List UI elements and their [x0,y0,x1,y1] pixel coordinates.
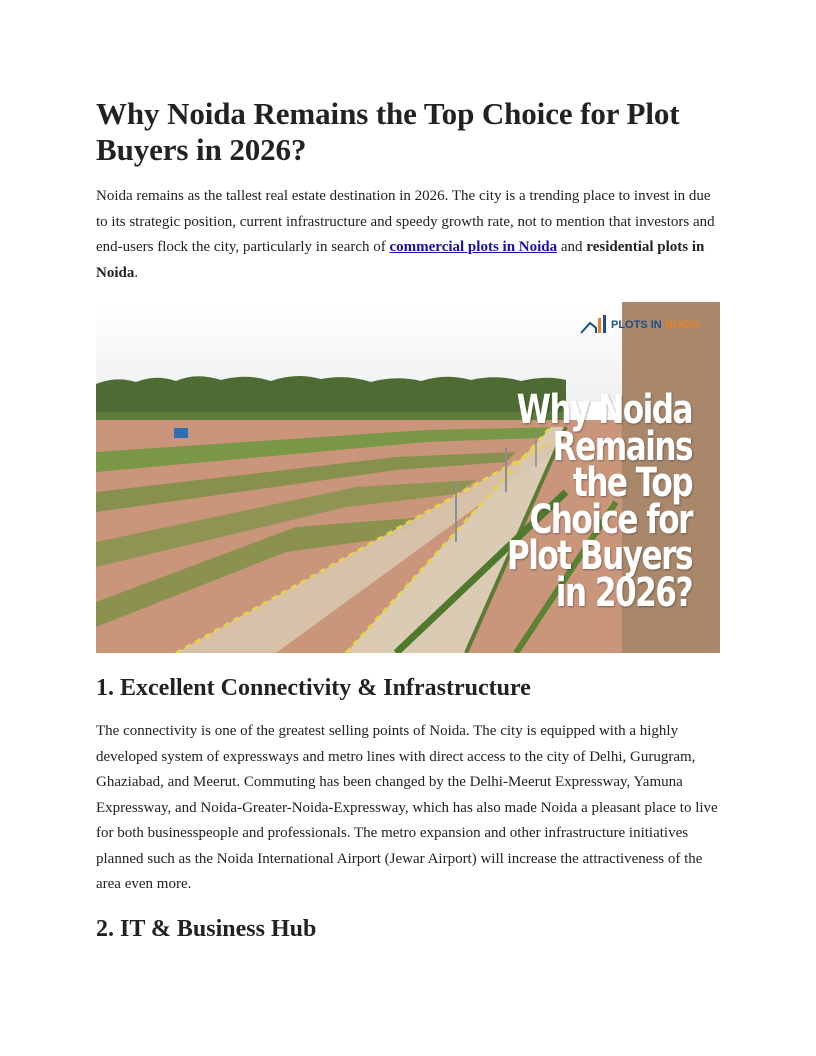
hero-image [96,302,720,653]
brand-logo [580,314,700,336]
intro-text-after: . [134,264,139,281]
hero-title-line: in 2026? [555,569,692,616]
hero-title-line: Why Noida [516,387,692,433]
section-heading-connectivity: 1. Excellent Connectivity & Infrastructure [96,675,531,701]
commercial-plots-link[interactable]: commercial plots in Noida [389,239,558,255]
hero-title-line: the Top [572,460,692,506]
page-title: Why Noida Remains the Top Choice for Plot Buyers in 2026? [96,96,680,167]
section-heading-it-business: 2. IT & Business Hub [96,915,317,942]
brand-text [611,319,700,331]
intro-paragraph [96,184,720,286]
document-page [96,96,720,944]
brand-noida-text: NOIDA [664,319,701,331]
residential-plots-bold: residential plots in Noida [96,239,705,281]
intro-text-middle: and [557,239,587,255]
hero-title-line: Plot Buyers [506,533,692,579]
section-body-connectivity: The connectivity is one of the greatest selling points of Noida. The city is equipped with a highly developed system of expressways and metro lines with direct access to the city of Delhi, Gurugram, Ghaziabad, and Meerut. Commuting has been changed by the Delhi-Meerut Expressway, Yamuna Expressway, and Noida-Greater-Noida-Expressway, which has also made Noida a pleasant place to live for both businesspeople and professionals. The metro expansion and other infrastructure initiatives planned such as the Noida International Airport (Jewar Airport) will increase the attractiveness of the area even more. [96,723,718,892]
brand-plots-text: PLOTS IN [611,319,662,331]
intro-text-before: Noida remains as the tallest real estate destination in 2026. The city is a trending place to invest in due to its strategic position, current infrastructure and speedy growth rate, not to mention that investors and end-users flock the city, particularly in search of [96,188,715,255]
hero-title-line: Remains [552,423,692,470]
house-logo-icon [580,315,608,335]
hero-title-line: Choice for [529,496,692,543]
hero-title-overlay [505,387,692,616]
